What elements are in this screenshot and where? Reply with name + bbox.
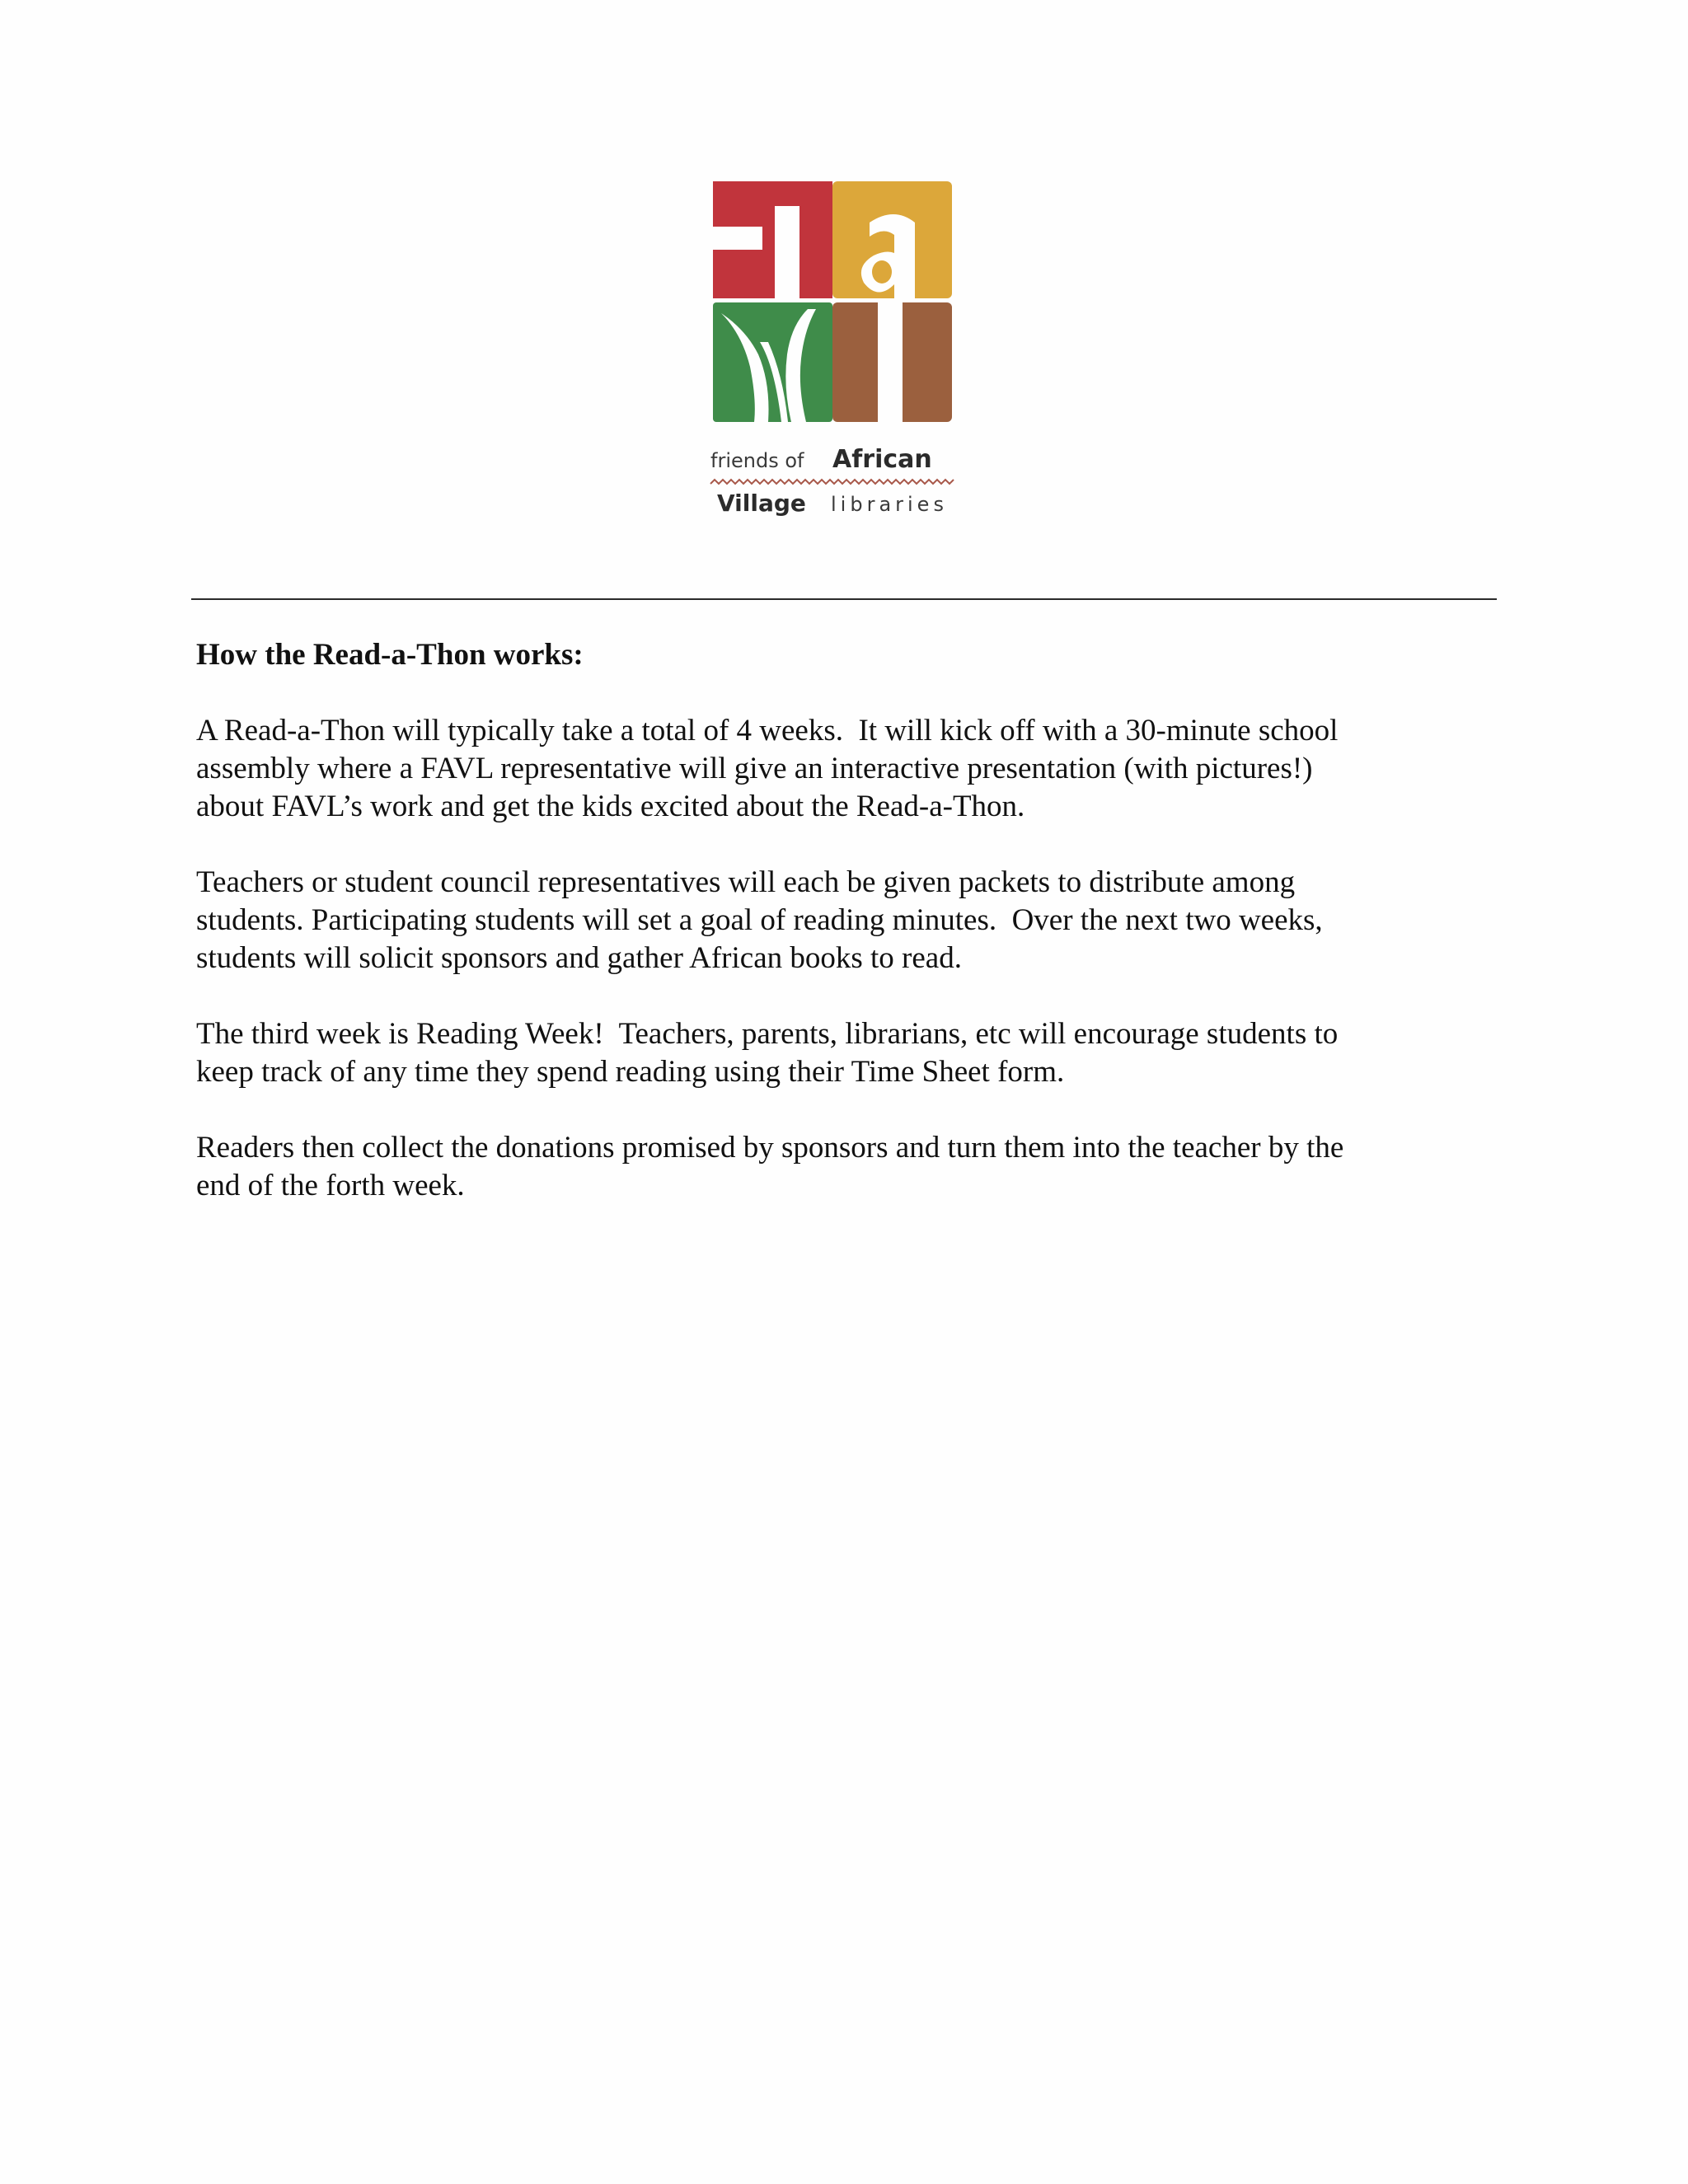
logo-village: Village (717, 490, 806, 517)
horizontal-divider (191, 598, 1497, 600)
paragraph (196, 1129, 1482, 1205)
paragraph (196, 1015, 1482, 1091)
logo-libraries: libraries (831, 493, 948, 516)
paragraph-line: end of the forth week. (196, 1169, 465, 1202)
paragraph-line: assembly where a FAVL representative will give an interactive presentation (with pictures!) (196, 752, 1313, 785)
paragraph-line: Readers then collect the donations promised by sponsors and turn them into the teacher by the (196, 1131, 1344, 1165)
paragraph-line: about FAVL’s work and get the kids excited about the Read-a-Thon. (196, 790, 1025, 823)
logo-green-block (713, 302, 832, 422)
logo-brown-block (832, 302, 952, 422)
paragraph-line: A Read-a-Thon will typically take a total of 4 weeks. It will kick off with a 30-minute school (196, 714, 1339, 748)
logo-zigzag (710, 480, 954, 484)
paragraph (196, 712, 1482, 826)
favl-logo (709, 177, 956, 523)
paragraph-line: students will solicit sponsors and gather African books to read. (196, 941, 962, 975)
paragraph-line: keep track of any time they spend reading using their Time Sheet form. (196, 1055, 1065, 1089)
logo-african: African (832, 445, 932, 474)
paragraph-line: students. Participating students will set a goal of reading minutes. Over the next two weeks, (196, 903, 1323, 937)
paragraph-line: The third week is Reading Week! Teachers, parents, librarians, etc will encourage students to (196, 1017, 1339, 1051)
section-heading: How the Read-a-Thon works: (196, 638, 584, 672)
document-body (196, 636, 1482, 1243)
paragraph-line: Teachers or student council representatives will each be given packets to distribute among (196, 865, 1296, 899)
logo-friends-of: friends of (710, 449, 804, 472)
paragraph (196, 864, 1482, 977)
logo-red-block (713, 181, 832, 298)
logo-gold-block (832, 181, 952, 298)
